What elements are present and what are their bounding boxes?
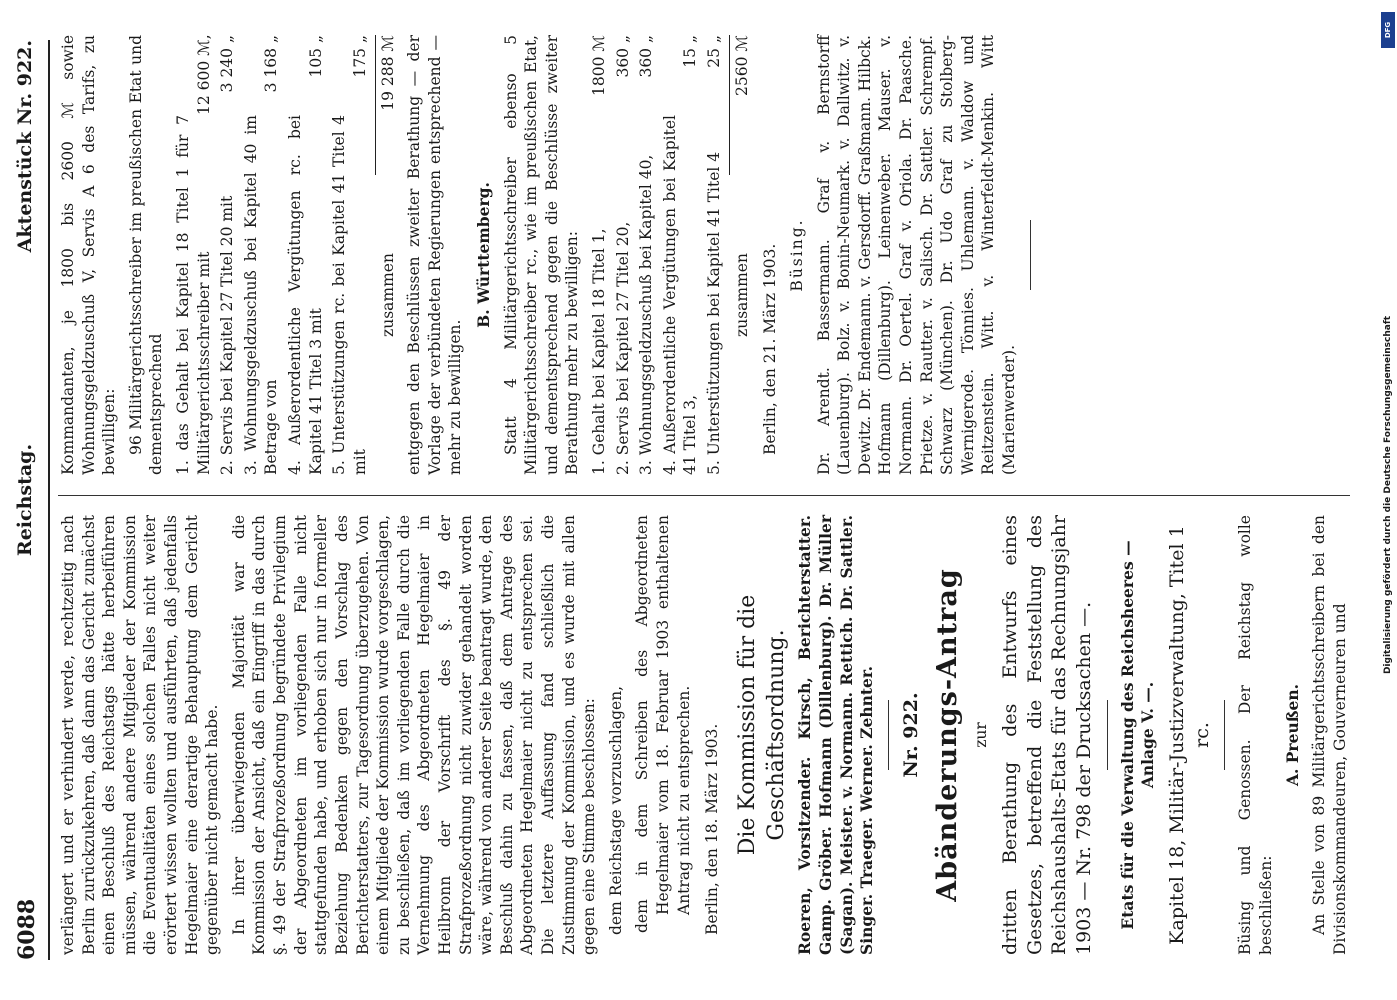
funding-notice: Digitalisierung gefördert durch die Deutsche Forschungsgemeinschaft	[1383, 315, 1393, 675]
commission-members: Roeren, Vorsitzender. Kirsch, Berichterstatter. Gamp. Gröber. Hofmann (Dillenburg). Dr. Müller (Sagan). Meister. v. Normann. Rettich. Dr. Sattler. Singer. Traeger. Werner. Zehnter.	[795, 515, 877, 955]
paragraph: Statt 4 Militärgerichtsschreiber ebenso 5 Militärgerichtsschreiber rc., wie im preußischen Etat, und dementsprechend gegen die Beschlüsse zweiter Berathung mehr zu bewilligen:	[501, 35, 582, 475]
sum-row	[732, 35, 753, 475]
sum-label: zusammen	[378, 253, 397, 337]
item-value: 15 „	[681, 35, 700, 68]
page-header	[8, 40, 44, 960]
list-item	[660, 35, 701, 475]
item-value: 1800 ℳ	[590, 35, 609, 96]
dfg-logo-text: DFG	[1384, 21, 1392, 39]
page-number: 6088	[14, 898, 40, 960]
intro-text: dritten Berathung des Entwurfs eines Gesetzes, betreffend die Feststellung des Reichshaushalts-Etats für das Rechnungsjahr 1903 — Nr. 798 der Drucksachen —.	[999, 515, 1096, 955]
left-column	[58, 515, 1350, 955]
paragraph: dem Reichstage vorzuschlagen,	[606, 685, 625, 935]
item-value: 3 168 „	[262, 35, 281, 93]
list-item	[613, 35, 634, 475]
list-item	[636, 35, 657, 475]
item-label: 2. Servis bei Kapitel 27 Titel 20,	[613, 221, 632, 475]
item-label: 1. das Gehalt bei Kapitel 18 Titel 1 für 7 Militärgerichtsschreiber mit	[174, 115, 213, 475]
etat-heading: Etats für die Verwaltung des Reichsheeres — Anlage V. —.	[1117, 540, 1158, 930]
sum-row	[378, 35, 399, 475]
list-item	[173, 35, 214, 475]
item-value: 25 „	[705, 35, 724, 68]
signer-name: Büsing.	[787, 218, 806, 292]
sum-label: zusammen	[732, 253, 751, 337]
signatories: Dr. Arendt. Bassermann. Graf v. Bernstorff (Lauenburg). Bolz. v. Bonin-Neumark. v. Dallwitz. v. Dewitz. Dr. Endemann. v. Gersdorff. Graßmann. Hilbck. Hofmann (Dillenburg). Leinenweber. Mauser. v. Normann. Dr. Oertel. Graf v. Oriola. Dr. Paasche. Prietze. v. Rautter. v. Salisch. Dr. Sattler. Schrempf. Schwarz (München). Dr. Udo Graf zu Stolberg-Wernigerode. Tönnies. Uhlemann. v. Waldow und Reitzenstein. Witt. v. Winterfeldt-Menkin. Witt (Marienwerder).	[814, 35, 1018, 475]
sidebar	[1378, 0, 1397, 1000]
items-prussia	[173, 35, 398, 475]
divider	[1224, 700, 1225, 770]
item-value: 360 „	[637, 35, 656, 78]
list-item	[285, 35, 326, 475]
paragraph: An Stelle von 89 Militärgerichtsschreibern bei den Divisionskommandeuren, Gouverneuren und	[1310, 515, 1349, 955]
list-item	[589, 35, 610, 475]
chapter-heading: Kapitel 18, Militär-Justizverwaltung, Titel 1 rc.	[1166, 525, 1213, 945]
right-column	[58, 35, 1350, 475]
motion-line: Büsing und Genossen. Der Reichstag wolle beschließen:	[1236, 515, 1275, 955]
item-label: 5. Unterstützungen rc. bei Kapitel 41 Titel 4 mit	[330, 115, 369, 475]
document-number: Nr. 922.	[899, 692, 922, 778]
item-label: 4. Außerordentliche Vergütungen rc. bei Kapitel 41 Titel 3 mit	[286, 115, 325, 475]
divider	[888, 700, 889, 770]
paragraph: verlängert und er verhindert werde, rechtzeitig nach Berlin zurückzukehren, daß dann das Gericht zunächst einen Beschluß des Reichstags hätte herbeiführen müssen, während andere Mitglieder der Kommission die Eventualitäten eines solchen Falles nicht weiter erörtert wissen wollten und ausführten, daß jedenfalls Hegelmaier eine derartige Behauptung dem Gericht gegenüber nicht gemacht habe.	[59, 515, 222, 955]
items-wuerttemberg	[589, 35, 752, 475]
section-wuerttemberg: B. Württemberg.	[473, 182, 493, 328]
list-item	[704, 35, 725, 475]
item-label: 1. Gehalt bei Kapitel 18 Titel 1,	[590, 228, 609, 475]
zur-label: zur	[972, 722, 991, 748]
item-value: 175 „	[350, 35, 369, 78]
list-item	[217, 35, 238, 475]
header-document-number: Aktenstück Nr. 922.	[14, 40, 36, 253]
date-line: Berlin, den 21. März 1903.	[761, 243, 780, 455]
item-value: 12 600 ℳ,	[194, 34, 213, 115]
item-label: 4. Außerordentliche Vergütungen bei Kapitel 41 Titel 3,	[660, 115, 700, 475]
paragraph: In ihrer überwiegenden Majorität war die Kommission der Ansicht, daß ein Eingriff in das durch §. 49 der Strafprozeßordnung begründete Privilegium der Abgeordneten im vorliegenden Falle nicht stattgefunden habe, und erhoben sich nur in formeller Beziehung Bedenken gegen den Vorschlag des Berichterstatters, zur Tagesordnung überzugehen. Von einem Mitgliede der Kommission wurde vorgeschlagen, zu beschließen, daß im vorliegenden Falle durch die Vernehmung des Abgeordneten Hegelmaier in Heilbronn der Vorschrift des §. 49 der Strafprozeßordnung nicht zuwider gehandelt worden wäre, während von anderer Seite beantragt wurde, den Beschluß dahin zu fassen, daß dem Antrage des Abgeordneten Hegelmaier nicht zu entsprechen sei. Die letztere Auffassung fand schließlich die Zustimmung der Kommission, und es wurde mit allen gegen eine Stimme beschlossen:	[229, 515, 599, 955]
item-value: 105 „	[306, 35, 325, 78]
header-rule	[48, 40, 50, 960]
item-value: 360 „	[613, 35, 632, 78]
commission-title: Die Kommission für die Geschäftsordnung.	[734, 594, 790, 856]
list-item	[241, 35, 282, 475]
divider	[1107, 700, 1108, 770]
item-label: 3. Wohnungsgeldzuschuß bei Kapitel 40,	[637, 154, 656, 475]
section-prussia: A. Preußen.	[1282, 683, 1302, 787]
list-item	[329, 35, 370, 475]
header-title: Reichstag.	[14, 443, 36, 557]
column-divider	[58, 495, 1350, 496]
item-value: 3 240 „	[218, 35, 237, 93]
sum-value: 19 288 ℳ	[378, 35, 397, 111]
sum-rule	[375, 35, 376, 175]
item-label: 3. Wohnungsgeldzuschuß bei Kapitel 40 im Betrage von	[241, 115, 281, 475]
sum-value: 2560 ℳ	[732, 35, 751, 96]
paragraph: Kommandanten, je 1800 bis 2600 ℳ sowie Wohnungsgeldzuschuß V, Servis A 6 des Tarifs, zu bewilligen:	[59, 35, 119, 475]
document-title: Abänderungs-Antrag	[931, 568, 963, 902]
item-label: 2. Servis bei Kapitel 27 Titel 20 mit	[218, 195, 237, 475]
resolution-text: dem in dem Schreiben des Abgeordneten Hegelmaier vom 18. Februar 1903 enthaltenen Antrag nicht zu entsprechen.	[633, 515, 693, 933]
item-label: 5. Unterstützungen bei Kapitel 41 Titel 4	[705, 151, 724, 475]
date-line: Berlin, den 18. März 1903.	[703, 723, 722, 935]
paragraph: entgegen den Beschlüssen zweiter Berathung — der Vorlage der verbündeten Regierungen entsprechend — mehr zu bewilligen.	[405, 35, 465, 475]
paragraph: 96 Militärgerichtsschreiber im preußischen Etat und dementsprechend	[126, 35, 166, 475]
sum-rule	[729, 35, 730, 175]
divider	[1030, 220, 1031, 290]
